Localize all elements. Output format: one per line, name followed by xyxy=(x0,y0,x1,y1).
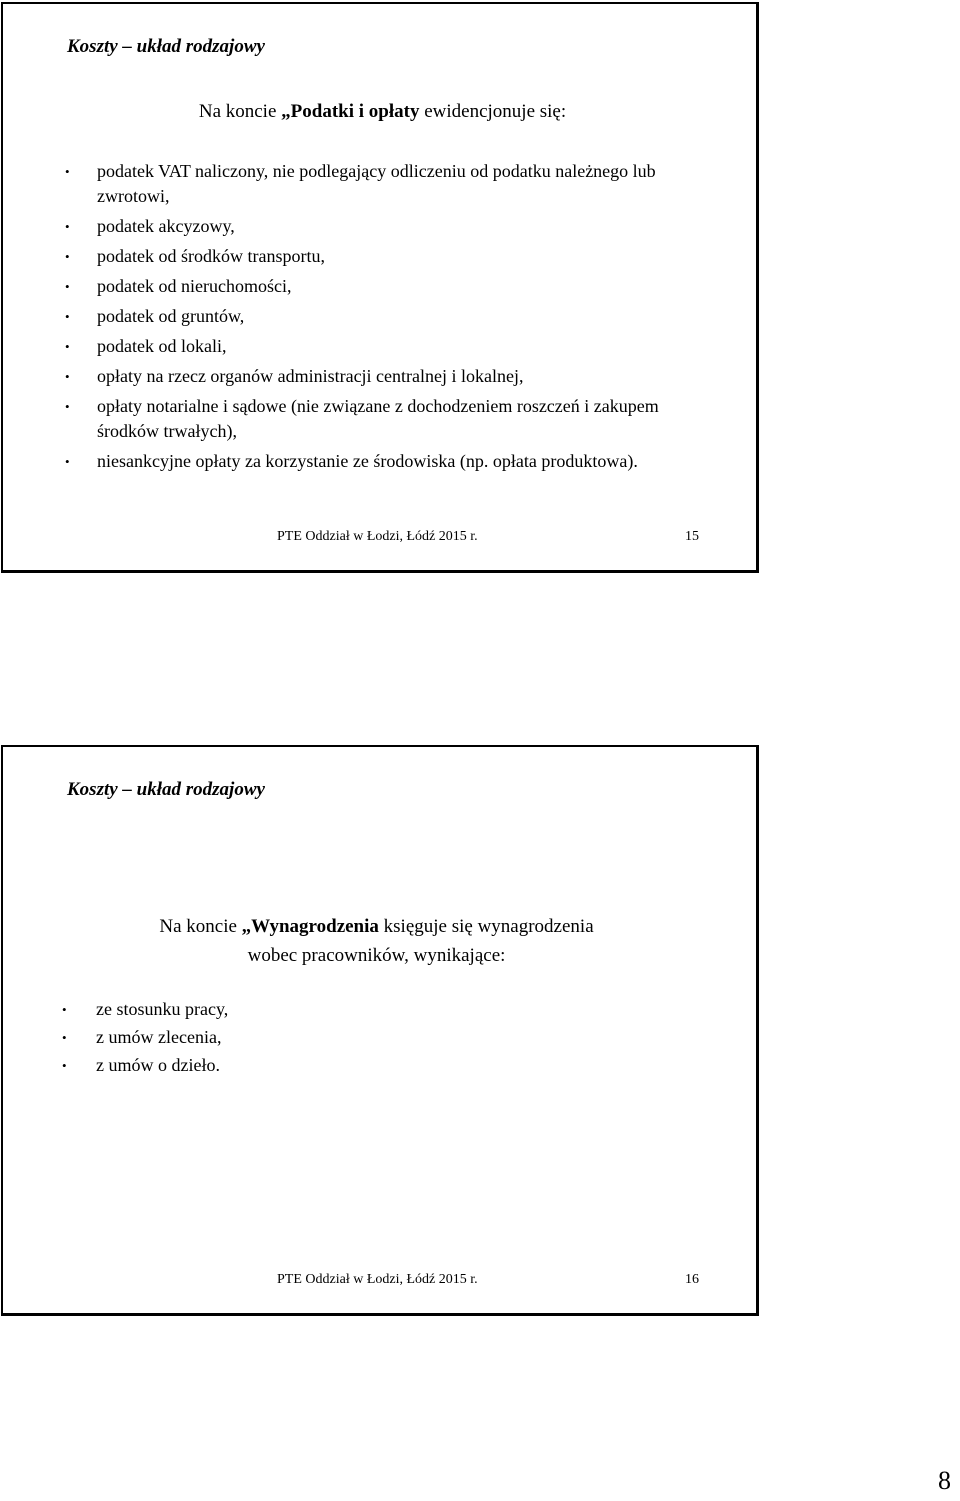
slide-page-number: 15 xyxy=(685,529,699,544)
bullet-icon: • xyxy=(62,1058,67,1073)
list-item: • podatek od środków transportu, xyxy=(63,244,703,269)
list-item: • podatek akcyzowy, xyxy=(63,214,703,239)
bullet-list xyxy=(63,159,703,479)
bullet-icon: • xyxy=(65,164,70,179)
list-item: • podatek od nieruchomości, xyxy=(63,274,703,299)
slide-title: Koszty – układ rodzajowy xyxy=(67,36,265,57)
intro-prefix: Na koncie xyxy=(159,916,242,937)
bullet-icon: • xyxy=(65,219,70,234)
bullet-icon: • xyxy=(65,279,70,294)
slide-intro xyxy=(0,912,756,970)
sheet-page-number: 8 xyxy=(938,1466,951,1495)
bullet-icon: • xyxy=(65,309,70,324)
list-item: • podatek od lokali, xyxy=(63,334,703,359)
list-item: • z umów zlecenia, xyxy=(60,1024,700,1051)
bullet-icon: • xyxy=(65,369,70,384)
slide-intro xyxy=(9,97,756,126)
intro-account-name: „Podatki i opłaty xyxy=(281,101,420,122)
bullet-list xyxy=(60,996,700,1080)
intro-account-name: „Wynagrodzenia xyxy=(241,916,379,937)
list-item: • opłaty na rzecz organów administracji centralnej i lokalnej, xyxy=(63,364,703,389)
bullet-icon: • xyxy=(65,399,70,414)
slide-title: Koszty – układ rodzajowy xyxy=(67,779,265,800)
slide-page-number: 16 xyxy=(685,1272,699,1287)
slide-footer: PTE Oddział w Łodzi, Łódź 2015 r. xyxy=(277,529,478,544)
intro-suffix: ewidencjonuje się: xyxy=(419,101,567,122)
list-item: • ze stosunku pracy, xyxy=(60,996,700,1023)
bullet-icon: • xyxy=(65,339,70,354)
list-item: • podatek od gruntów, xyxy=(63,304,703,329)
bullet-icon: • xyxy=(65,454,70,469)
list-item: • z umów o dzieło. xyxy=(60,1052,700,1079)
slide-15 xyxy=(1,2,759,573)
bullet-icon: • xyxy=(65,249,70,264)
bullet-icon: • xyxy=(62,1030,67,1045)
slide-footer: PTE Oddział w Łodzi, Łódź 2015 r. xyxy=(277,1272,478,1287)
intro-line-1 xyxy=(0,912,756,941)
list-item: • niesankcyjne opłaty za korzystanie ze środowiska (np. opłata produktowa). xyxy=(63,449,703,474)
intro-prefix: Na koncie xyxy=(198,101,282,122)
list-item: • opłaty notarialne i sądowe (nie związane z dochodzeniem roszczeń i zakupem środków trwałych), xyxy=(65,396,659,441)
intro-suffix: księguje się wynagrodzenia xyxy=(378,916,594,937)
list-item: • podatek VAT naliczony, nie podlegający odliczeniu od podatku należnego lub zwrotowi, xyxy=(65,161,656,206)
intro-line-2: wobec pracowników, wynikające: xyxy=(247,945,506,966)
slide-16 xyxy=(1,745,759,1316)
bullet-icon: • xyxy=(62,1002,67,1017)
